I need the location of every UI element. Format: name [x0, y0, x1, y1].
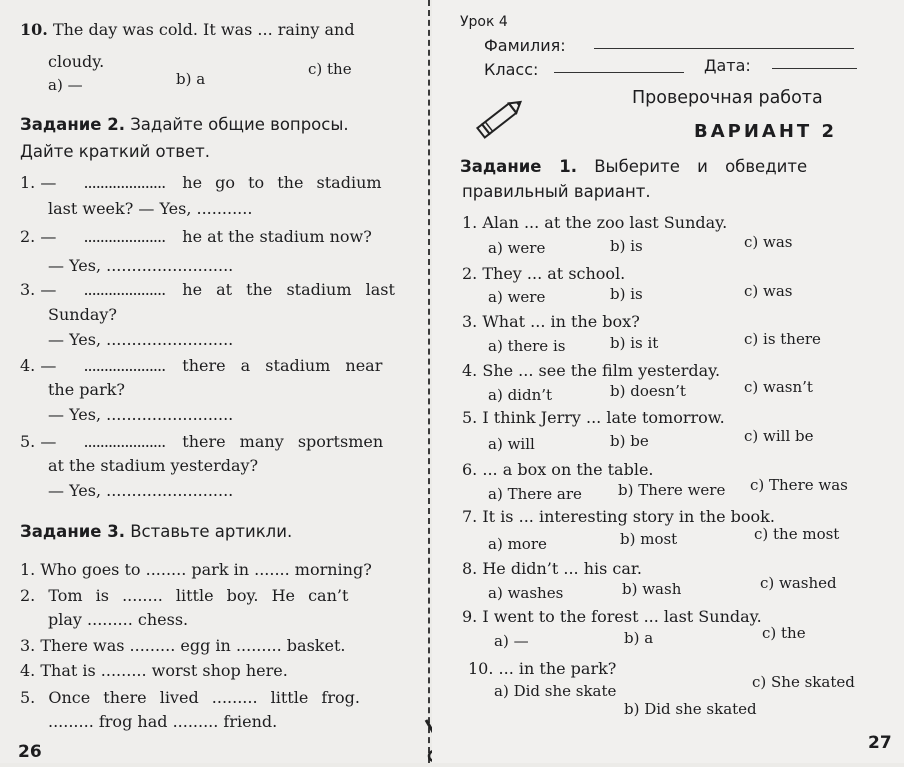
page-number-right: 27	[868, 733, 892, 753]
task2-item-5: 5. — .................... there many sportsmen	[20, 432, 384, 451]
q6-option-c[interactable]: c) There was	[750, 476, 848, 494]
q8-option-a[interactable]: a) washes	[488, 584, 564, 602]
task2-item-3-line3: — Yes, .........................	[48, 330, 234, 349]
task2-item-1: 1. — .................... he go to the stadium	[20, 173, 382, 192]
task2-item-1-line2: last week? — Yes, ...........	[48, 199, 253, 218]
q5-option-c[interactable]: c) will be	[744, 427, 814, 445]
task3-line-4: 3. There was ......... egg in ......... basket.	[20, 636, 346, 655]
q10-option-a[interactable]: a) Did she skate	[494, 682, 617, 700]
q1-option-a[interactable]: a) were	[488, 239, 546, 257]
q2-option-c[interactable]: c) was	[744, 282, 793, 300]
q4-option-b[interactable]: b) doesn’t	[610, 382, 686, 400]
surname-line[interactable]	[594, 34, 854, 49]
question-2: 2. They ... at school.	[462, 264, 626, 283]
q6-option-a[interactable]: a) There are	[488, 485, 582, 503]
q8-option-c[interactable]: c) washed	[760, 574, 837, 592]
surname-label: Фамилия:	[484, 36, 566, 55]
question-4: 4. She ... see the film yesterday.	[462, 361, 721, 380]
task3-line-1: 1. Who goes to ........ park in ....... morning?	[20, 560, 372, 579]
q9-option-a[interactable]: a) —	[494, 632, 529, 650]
question-6: 6. ... a box on the table.	[462, 460, 654, 479]
pencil-icon	[470, 92, 530, 144]
q3-option-c[interactable]: c) is there	[744, 330, 821, 348]
left-page	[0, 0, 430, 763]
q3-option-b[interactable]: b) is it	[610, 334, 659, 352]
question-1: 1. Alan ... at the zoo last Sunday.	[462, 213, 728, 232]
q10-option-c: c) the	[308, 60, 352, 78]
task2-item-4: 4. — .................... there a stadium near	[20, 356, 383, 375]
q2-option-a[interactable]: a) were	[488, 288, 546, 306]
task2-item-2-line2: — Yes, .........................	[48, 256, 234, 275]
cut-line	[428, 0, 430, 763]
q9-option-b[interactable]: b) a	[624, 629, 654, 647]
q10-option-b: b) a	[176, 70, 206, 88]
task3-line-2: 2. Tom is ........ little boy. He can’t	[20, 586, 349, 605]
question-7: 7. It is ... interesting story in the book.	[462, 507, 775, 526]
right-page	[432, 0, 904, 763]
question-3: 3. What ... in the box?	[462, 312, 640, 331]
q5-option-a[interactable]: a) will	[488, 435, 535, 453]
q10-option-b[interactable]: b) Did she skated	[624, 700, 757, 718]
q1-option-c[interactable]: c) was	[744, 233, 793, 251]
task1-heading-2: правильный вариант.	[462, 182, 651, 201]
variant-heading: ВАРИАНТ 2	[694, 121, 837, 142]
task2-item-3-line2: Sunday?	[48, 305, 117, 324]
q7-option-a[interactable]: a) more	[488, 535, 547, 553]
q10-line: 10. The day was cold. It was ... rainy and	[20, 20, 355, 39]
task3-line-5: 4. That is ......... worst shop here.	[20, 661, 288, 680]
q3-option-a[interactable]: a) there is	[488, 337, 566, 355]
task2-item-3: 3. — .................... he at the stadium last	[20, 280, 395, 299]
q10-cont: cloudy.	[48, 52, 105, 71]
question-10: 10. ... in the park?	[468, 659, 617, 678]
task2-heading-2: Дайте краткий ответ.	[20, 142, 210, 161]
task1-heading: Задание 1. Выберите и обведите	[460, 157, 808, 176]
class-line[interactable]	[554, 58, 684, 73]
class-label: Класс:	[484, 60, 539, 79]
q1-option-b[interactable]: b) is	[610, 237, 643, 255]
task2-item-5-line3: — Yes, .........................	[48, 481, 234, 500]
task3-heading: Задание 3. Вставьте артикли.	[20, 522, 293, 541]
q10-option-c[interactable]: c) She skated	[752, 673, 855, 691]
task3-line-6: 5. Once there lived ......... little frog.	[20, 688, 360, 707]
q8-option-b[interactable]: b) wash	[622, 580, 682, 598]
task3-line-3: play ......... chess.	[48, 610, 189, 629]
task2-item-2: 2. — .................... he at the stadium now?	[20, 227, 372, 246]
task3-line-7: ......... frog had ......... friend.	[48, 712, 278, 731]
task2-item-4-line2: the park?	[48, 380, 125, 399]
question-9: 9. I went to the forest ... last Sunday.	[462, 607, 762, 626]
q6-option-b[interactable]: b) There were	[618, 481, 726, 499]
q5-option-b[interactable]: b) be	[610, 432, 649, 450]
date-label: Дата:	[704, 56, 751, 75]
question-8: 8. He didn’t ... his car.	[462, 559, 642, 578]
test-title: Проверочная работа	[632, 88, 823, 108]
task2-item-5-line2: at the stadium yesterday?	[48, 456, 259, 475]
q7-option-c[interactable]: c) the most	[754, 525, 840, 543]
task2-item-4-line3: — Yes, .........................	[48, 405, 234, 424]
task2-heading: Задание 2. Задайте общие вопросы.	[20, 115, 349, 134]
q4-option-a[interactable]: a) didn’t	[488, 386, 553, 404]
q4-option-c[interactable]: c) wasn’t	[744, 378, 813, 396]
q9-option-c[interactable]: c) the	[762, 624, 806, 642]
q10-option-a: a) —	[48, 76, 83, 94]
lesson-label: Урок 4	[460, 14, 508, 30]
question-5: 5. I think Jerry ... late tomorrow.	[462, 408, 725, 427]
date-line[interactable]	[772, 54, 857, 69]
q2-option-b[interactable]: b) is	[610, 285, 643, 303]
q7-option-b[interactable]: b) most	[620, 530, 678, 548]
page-number-left: 26	[18, 742, 42, 762]
